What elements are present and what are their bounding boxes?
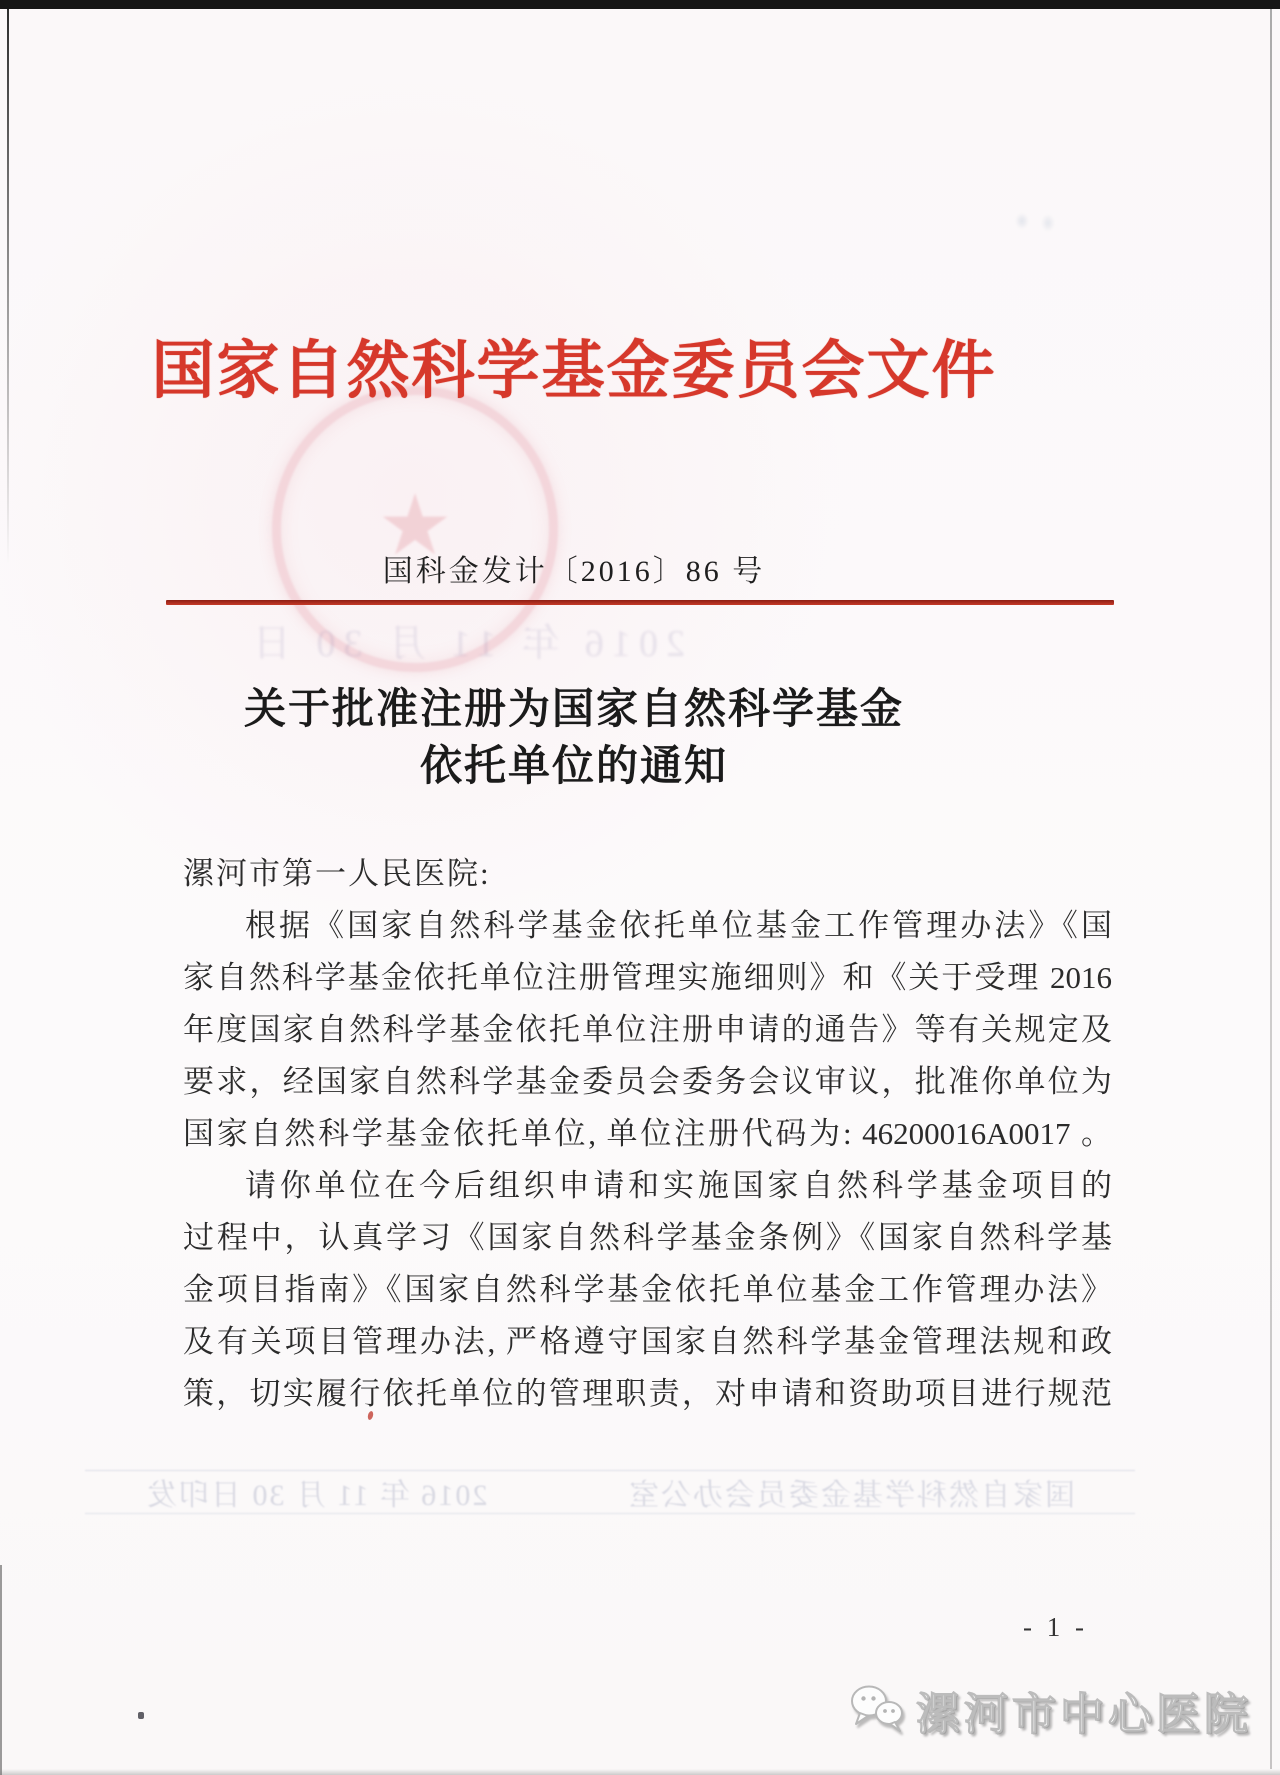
body-line: 家自然科学基金依托单位注册管理实施细则》和《关于受理 2016 (183, 960, 1112, 995)
body-line: 年度国家自然科学基金依托单位注册申请的通告》等有关规定及 (183, 1012, 1112, 1047)
bleed-through-date: 2016 年 11 月 30 日 (244, 623, 686, 665)
salutation: 漯河市第一人民医院: (183, 856, 491, 891)
notice-title-line2: 依托单位的通知 (419, 744, 728, 790)
body-line: 金项目指南》《国家自然科学基金依托单位基金工作管理办法》 (183, 1272, 1112, 1307)
scan-edge-top (0, 0, 1280, 9)
page-number: - 1 - (1023, 1612, 1088, 1642)
bleed-through-mark (1008, 205, 1066, 239)
scan-edge-right (1270, 9, 1272, 1769)
body-line: 要求，经国家自然科学基金委员会委务会议审议，批准你单位为 (183, 1064, 1112, 1099)
notice-title (0, 682, 1148, 796)
document-header-title: 国家自然科学基金委员会文件 (151, 336, 997, 406)
scan-edge-left (7, 9, 9, 564)
body-line: 请你单位在今后组织申请和实施国家自然科学基金项目的 (245, 1168, 1112, 1203)
scan-speck (138, 1712, 144, 1719)
bleed-through-issue-date: 2016 年 11 月 30 日印发 (145, 1479, 488, 1512)
body-line: 及有关项目管理办法, 严格遵守国家自然科学基金管理法规和政 (183, 1324, 1112, 1359)
scan-edge-bottom-left (0, 1565, 2, 1775)
red-divider-rule (166, 600, 1114, 605)
body-line: 策，切实履行依托单位的管理职责，对申请和资助项目进行规范 (183, 1376, 1112, 1411)
bleed-through-office: 国家自然科学基金委员会办公室 (627, 1479, 1075, 1512)
body-line: 根据《国家自然科学基金依托单位基金工作管理办法》《国 (245, 908, 1112, 943)
notice-title-line1: 关于批准注册为国家自然科学基金 (243, 687, 904, 733)
hospital-watermark (848, 1678, 1252, 1742)
body-line: 国家自然科学基金依托单位, 单位注册代码为: 46200016A0017 。 (183, 1116, 1112, 1151)
body-line: 过程中，认真学习《国家自然科学基金条例》《国家自然科学基 (183, 1220, 1112, 1255)
document-number: 国科金发计〔2016〕86 号 (382, 555, 766, 588)
scan-edge-bottom (0, 1769, 1280, 1775)
wechat-icon (848, 1682, 906, 1738)
watermark-label: 漯河市中心医院 (916, 1690, 1252, 1739)
bleed-through-issuing-line (85, 1470, 1135, 1514)
document-body (183, 848, 1112, 1420)
seal-star-icon: ★ (377, 476, 453, 575)
